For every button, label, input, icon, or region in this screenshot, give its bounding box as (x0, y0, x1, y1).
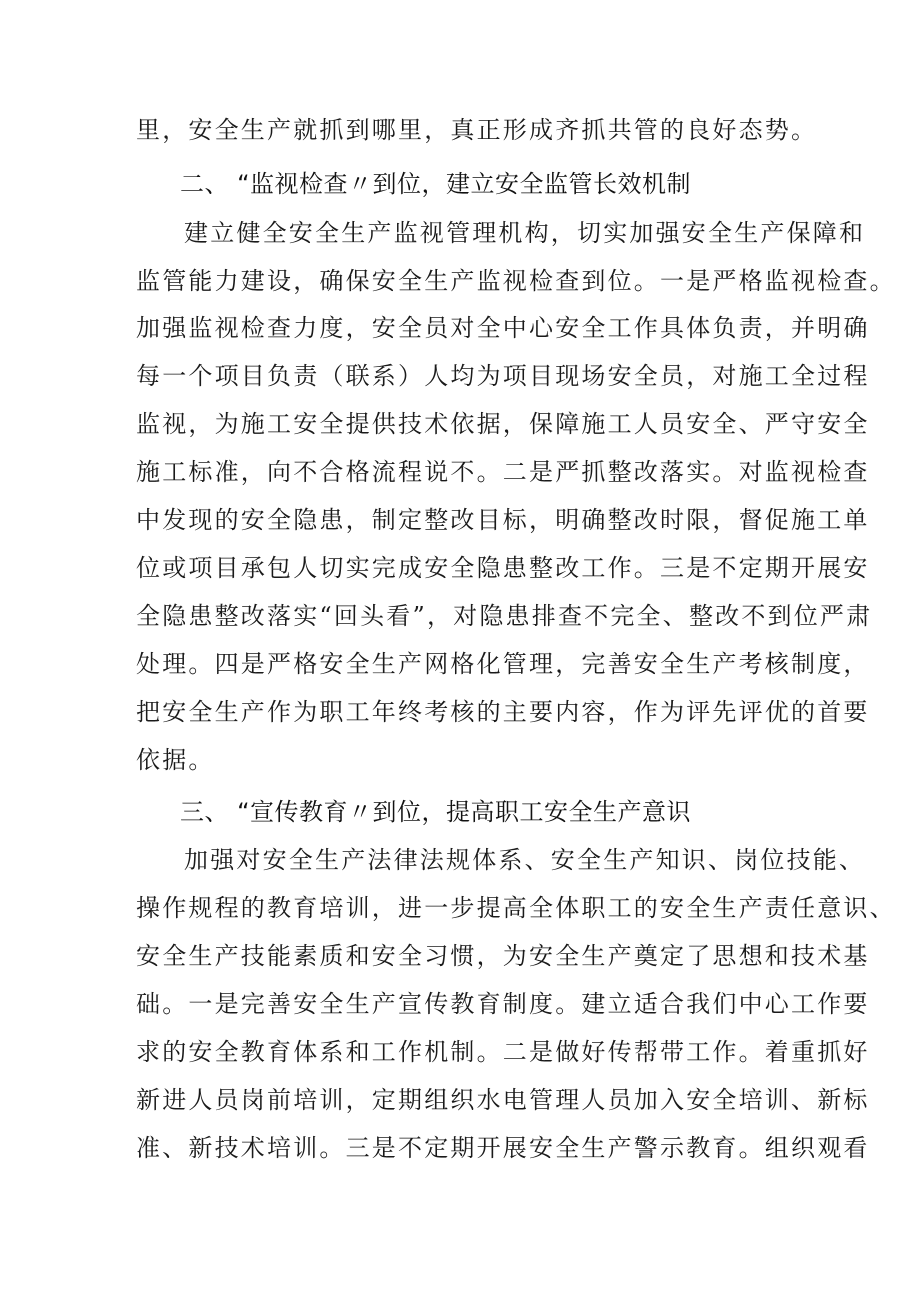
section-heading-2: 二、 “监视检查〃到位，建立安全监管长效机制 (180, 170, 692, 198)
body-text-line: 安全生产技能素质和安全习惯，为安全生产奠定了思想和技术基 (136, 942, 870, 970)
body-text-line: 础。一是完善安全生产宣传教育制度。建立适合我们中心工作要 (136, 990, 870, 1018)
body-text-line: 位或项目承包人切实完成安全隐患整改工作。三是不定期开展安 (136, 554, 870, 582)
section-heading-3: 三、 “宣传教育〃到位，提高职工安全生产意识 (180, 798, 692, 826)
body-text-line: 新进人员岗前培训，定期组织水电管理人员加入安全培训、新标 (136, 1086, 870, 1114)
body-text-line: 加强监视检查力度，安全员对全中心安全工作具体负责，并明确 (136, 314, 870, 342)
body-text-line: 准、新技术培训。三是不定期开展安全生产警示教育。组织观看 (136, 1134, 870, 1162)
body-text-line: 求的安全教育体系和工作机制。二是做好传帮带工作。着重抓好 (136, 1038, 870, 1066)
body-text-line: 监视，为施工安全提供技术依据，保障施工人员安全、严守安全 (136, 410, 870, 438)
body-text-line: 把安全生产作为职工年终考核的主要内容，作为评先评优的首要 (136, 698, 870, 726)
body-text-line: 每一个项目负责（联系）人均为项目现场安全员，对施工全过程 (136, 362, 870, 390)
body-text-line: 中发现的安全隐患，制定整改目标，明确整改时限，督促施工单 (136, 506, 870, 534)
body-text-line: 操作规程的教育培训，进一步提高全体职工的安全生产责任意识、 (136, 894, 896, 922)
paragraph-first-line: 建立健全安全生产监视管理机构，切实加强安全生产保障和 (184, 219, 866, 247)
body-text-line: 里，安全生产就抓到哪里，真正形成齐抓共管的良好态势。 (136, 116, 818, 144)
body-text-line: 处理。四是严格安全生产网格化管理，完善安全生产考核制度， (136, 650, 870, 678)
body-text-line: 监管能力建设，确保安全生产监视检查到位。一是严格监视检查。 (136, 267, 896, 295)
paragraph-first-line: 加强对安全生产法律法规体系、安全生产知识、岗位技能、 (184, 846, 866, 874)
body-text-line: 全隐患整改落实“回头看”，对隐患排查不完全、整改不到位严肃 (136, 602, 873, 630)
body-text-line: 依据。 (136, 746, 215, 774)
body-text-line: 施工标准，向不合格流程说不。二是严抓整改落实。对监视检查 (136, 458, 870, 486)
